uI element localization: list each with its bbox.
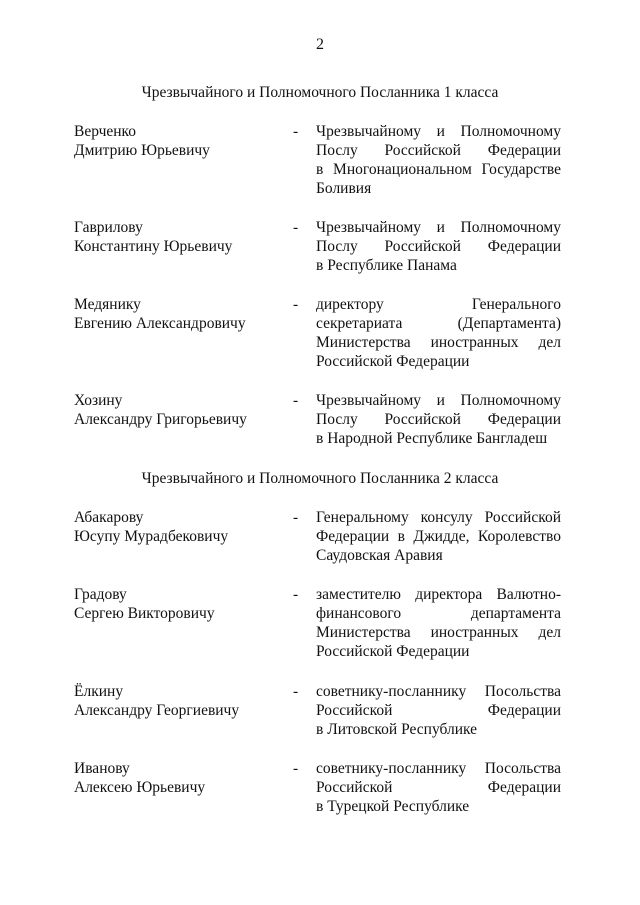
position xyxy=(316,391,561,448)
person-name xyxy=(74,218,232,256)
person-name xyxy=(74,391,247,429)
given-name: Сергею Викторовичу xyxy=(74,605,215,622)
given-name: Дмитрию Юрьевичу xyxy=(74,142,210,159)
position-line: Послу Российской Федерации xyxy=(316,142,561,159)
section-heading: Чрезвычайного и Полномочного Посланника 2 класса xyxy=(141,470,499,487)
given-name: Александру Григорьевичу xyxy=(74,411,247,428)
dash: - xyxy=(293,760,299,777)
page-number: 2 xyxy=(316,36,324,53)
person-name xyxy=(74,295,246,333)
dash: - xyxy=(293,219,299,236)
person-name xyxy=(74,508,228,546)
position-line: Российской Федерации xyxy=(316,779,561,796)
given-name: Александру Георгиевичу xyxy=(74,702,240,719)
given-name: Юсупу Мурадбековичу xyxy=(74,528,229,545)
dash: - xyxy=(293,392,299,409)
position-line: Министерства иностранных дел xyxy=(316,334,561,351)
dash: - xyxy=(293,509,299,526)
position-line: Генеральному консулу Российской xyxy=(316,509,561,526)
surname: Иванову xyxy=(74,760,130,777)
person-name xyxy=(74,585,215,623)
position-line: Российской Федерации xyxy=(316,643,470,660)
dash: - xyxy=(293,123,299,140)
position-line: в Республике Панама xyxy=(316,257,457,274)
surname: Хозину xyxy=(74,392,123,409)
surname: Верченко xyxy=(74,123,137,140)
position-line: Федерации в Джидде, Королевство xyxy=(316,528,561,545)
position xyxy=(316,682,561,739)
surname: Ёлкину xyxy=(74,683,124,700)
position xyxy=(316,508,561,565)
surname: Гаврилову xyxy=(74,219,143,236)
position-line: финансового департамента xyxy=(316,605,561,622)
position-line: Чрезвычайному и Полномочному xyxy=(316,123,561,140)
position-line: в Турецкой Республике xyxy=(316,798,470,815)
surname: Градову xyxy=(74,586,127,603)
position-line: Российской Федерации xyxy=(316,702,561,719)
dash: - xyxy=(293,683,299,700)
position-line: Послу Российской Федерации xyxy=(316,411,561,428)
position-line: Саудовская Аравия xyxy=(316,547,443,564)
position-line: советнику-посланнику Посольства xyxy=(316,683,561,700)
given-name: Алексею Юрьевичу xyxy=(74,779,206,796)
position-line: Министерства иностранных дел xyxy=(316,624,561,641)
position xyxy=(316,295,561,371)
person-name xyxy=(74,122,210,160)
position-line: в Литовской Республике xyxy=(316,721,478,738)
position-line: Российской Федерации xyxy=(316,353,470,370)
position xyxy=(316,122,561,198)
dash: - xyxy=(293,296,299,313)
person-name xyxy=(74,759,205,797)
position-line: Боливия xyxy=(316,180,372,197)
position-line: директору Генерального xyxy=(316,296,561,313)
position xyxy=(316,759,561,816)
position-line: Чрезвычайному и Полномочному xyxy=(316,219,561,236)
position xyxy=(316,585,561,661)
position-line: Чрезвычайному и Полномочному xyxy=(316,392,561,409)
position-line: секретариата (Департамента) xyxy=(316,315,561,332)
position-line: заместителю директора Валютно- xyxy=(316,586,561,603)
position xyxy=(316,218,561,275)
position-line: советнику-посланнику Посольства xyxy=(316,760,561,777)
surname: Абакарову xyxy=(74,509,144,526)
dash: - xyxy=(293,586,299,603)
given-name: Константину Юрьевичу xyxy=(74,238,233,255)
position-line: в Народной Республике Бангладеш xyxy=(316,430,548,447)
position-line: Послу Российской Федерации xyxy=(316,238,561,255)
position-line: в Многонациональном Государстве xyxy=(316,161,561,178)
surname: Медянику xyxy=(74,296,141,313)
person-name xyxy=(74,682,239,720)
given-name: Евгению Александровичу xyxy=(74,315,246,332)
section-heading: Чрезвычайного и Полномочного Посланника 1 класса xyxy=(141,84,499,101)
